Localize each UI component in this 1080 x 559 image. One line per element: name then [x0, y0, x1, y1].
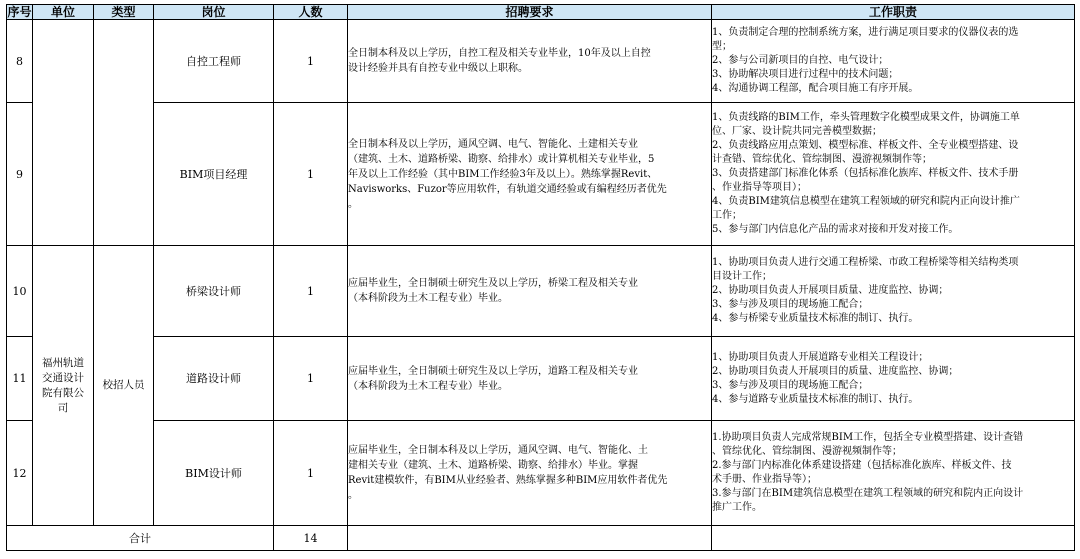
- unit-name-line: 交通设计: [42, 371, 84, 384]
- row-seq: 11: [7, 337, 33, 421]
- table-row: [7, 337, 1075, 421]
- row-count: 1: [274, 246, 348, 337]
- duty-line: 、作业指导等项目）；: [712, 182, 807, 193]
- requirement-line: 应届毕业生，全日制硕士研究生及以上学历，桥梁工程及相关专业: [348, 278, 638, 289]
- row-position: 桥梁设计师: [154, 246, 274, 337]
- row-requirements: [348, 20, 712, 103]
- unit-name-line: 福州轨道: [42, 356, 84, 369]
- duty-line: 3.参与部门在BIM建筑信息模型在建筑工程领域的研究和院内正向设计: [712, 488, 1024, 499]
- row-seq: 9: [7, 103, 33, 246]
- header-unit: 单位: [33, 5, 94, 20]
- total-count: 14: [274, 526, 348, 551]
- row-requirements: [348, 421, 712, 526]
- header-type: 类型: [94, 5, 154, 20]
- total-requirements-empty: [348, 526, 712, 551]
- row-seq: 8: [7, 20, 33, 103]
- duty-line: 4、负责BIM建筑信息模型在建筑工程领域的研究和院内正向设计推广: [712, 196, 1020, 207]
- duty-line: 1、协助项目负责人开展道路专业相关工程设计；: [712, 351, 929, 363]
- row-duties: [712, 421, 1075, 526]
- requirement-line: 年及以上工作经验（其中BIM工作经验3年及以上）。熟练掌握Revit、: [348, 168, 658, 180]
- requirement-line: 。: [348, 490, 358, 501]
- duty-line: 3、协助解决项目进行过程中的技术问题；: [712, 69, 899, 80]
- requirement-line: 设计经验并具有自控专业中级以上职称。: [348, 63, 528, 74]
- row-position: BIM设计师: [154, 421, 274, 526]
- row-position: 自控工程师: [154, 20, 274, 103]
- unit-cell-empty: [33, 20, 94, 246]
- header-count: 人数: [274, 5, 348, 20]
- duty-line: 推广工作。: [712, 502, 762, 513]
- requirement-line: （建筑、土木、道路桥梁、勘察、给排水）或计算机相关专业毕业，5: [348, 153, 655, 165]
- row-duties: [712, 337, 1075, 421]
- row-requirements: [348, 337, 712, 421]
- header-seq: 序号: [7, 5, 32, 19]
- duty-line: 、管综优化、管综制图、漫游视频制作等；: [712, 446, 902, 457]
- requirement-line: （本科阶段为土木工程专业）毕业。: [348, 380, 508, 392]
- type-cell: 校招人员: [94, 246, 154, 526]
- requirement-line: Navisworks、Fuzor等应用软件，有轨道交通经验或有编程经历者优先: [348, 183, 667, 195]
- row-position: BIM项目经理: [154, 103, 274, 246]
- requirement-line: （本科阶段为土木工程专业）毕业。: [348, 293, 508, 304]
- table-row: [7, 421, 1075, 526]
- duty-line: 1、负责线路的BIM工作，牵头管理数字化模型成果文件，协调施工单: [712, 112, 1020, 123]
- row-count: 1: [274, 20, 348, 103]
- duty-line: 4、参与道路专业质量技术标准的制订、执行。: [712, 393, 919, 405]
- table-row: [7, 20, 1075, 103]
- duty-line: 1、协助项目负责人进行交通工程桥梁、市政工程桥梁等相关结构类项: [712, 257, 1019, 268]
- duty-line: 4、沟通协调工程部，配合项目施工有序开展。: [712, 83, 919, 94]
- row-requirements: [348, 103, 712, 246]
- requirement-line: 全日制本科及以上学历，通风空调、电气、智能化、土建相关专业: [348, 138, 638, 150]
- row-count: 1: [274, 421, 348, 526]
- duty-line: 工作；: [712, 210, 742, 221]
- duty-line: 1、负责制定合理的控制系统方案，进行满足项目要求的仪器仪表的选: [712, 27, 1019, 38]
- duty-line: 2、参与公司新项目的自控、电气设计；: [712, 55, 889, 66]
- row-seq: 10: [7, 246, 33, 337]
- duty-line: 3、负责搭建部门标准化体系（包括标准化族库、样板文件、技术手册: [712, 168, 1019, 179]
- duty-line: 型；: [712, 41, 732, 52]
- duty-line: 5、参与部门内信息化产品的需求对接和开发对接工作。: [712, 224, 959, 235]
- header-row: [7, 5, 1075, 20]
- row-duties: [712, 20, 1075, 103]
- duty-line: 计查错、管综优化、管综制图、漫游视频制作等；: [712, 154, 932, 165]
- unit-name-line: 司: [57, 401, 69, 414]
- duty-line: 2、协助项目负责人开展项目的质量、进度监控、协调；: [712, 365, 959, 377]
- requirement-line: Revit建模软件，有BIM从业经验者、熟练掌握多种BIM应用软件者优先: [348, 475, 668, 486]
- total-row: [7, 526, 1075, 551]
- row-requirements: [348, 246, 712, 337]
- duty-line: 3、参与涉及项目的现场施工配合；: [712, 379, 869, 391]
- duty-line: 3、参与涉及项目的现场施工配合；: [712, 299, 869, 310]
- unit-name-line: 院有限公: [42, 386, 84, 399]
- row-seq: 12: [7, 421, 33, 526]
- row-count: 1: [274, 337, 348, 421]
- type-cell-empty: [94, 20, 154, 246]
- duty-line: 位、厂家、设计院共同完善模型数据；: [712, 126, 882, 137]
- duty-line: 2、协助项目负责人开展项目质量、进度监控、协调；: [712, 285, 949, 296]
- table-row: [7, 246, 1075, 337]
- recruitment-table: [6, 4, 1075, 551]
- row-position: 道路设计师: [154, 337, 274, 421]
- header-position: 岗位: [154, 5, 274, 20]
- duty-line: 4、参与桥梁专业质量技术标准的制订、执行。: [712, 313, 919, 324]
- unit-cell: [33, 246, 94, 526]
- row-duties: [712, 246, 1075, 337]
- row-count: 1: [274, 103, 348, 246]
- table-row: [7, 103, 1075, 246]
- duty-line: 术手册、作业指导等）；: [712, 474, 817, 485]
- requirement-line: 。: [348, 198, 358, 210]
- duty-line: 2、负责线路应用点策划、模型标准、样板文件、全专业模型搭建、设: [712, 140, 1019, 151]
- duty-line: 目设计工作；: [712, 271, 772, 282]
- requirement-line: 建相关专业（建筑、土木、道路桥梁、勘察、给排水）毕业。掌握: [348, 460, 638, 471]
- requirement-line: 应届毕业生，全日制本科及以上学历，通风空调、电气、智能化、土: [348, 445, 648, 456]
- header-requirements: 招聘要求: [348, 5, 712, 20]
- total-label: 合计: [7, 526, 274, 551]
- row-duties: [712, 103, 1075, 246]
- requirement-line: 应届毕业生，全日制硕士研究生及以上学历，道路工程及相关专业: [348, 365, 638, 377]
- requirement-line: 全日制本科及以上学历，自控工程及相关专业毕业，10年及以上自控: [348, 48, 651, 59]
- duty-line: 2.参与部门内标准化体系建设搭建（包括标准化族库、样板文件、技: [712, 460, 1012, 471]
- total-duties-empty: [712, 526, 1075, 551]
- duty-line: 1.协助项目负责人完成常规BIM工作，包括全专业模型搭建、设计查错: [712, 432, 1024, 443]
- header-duties: 工作职责: [712, 5, 1075, 20]
